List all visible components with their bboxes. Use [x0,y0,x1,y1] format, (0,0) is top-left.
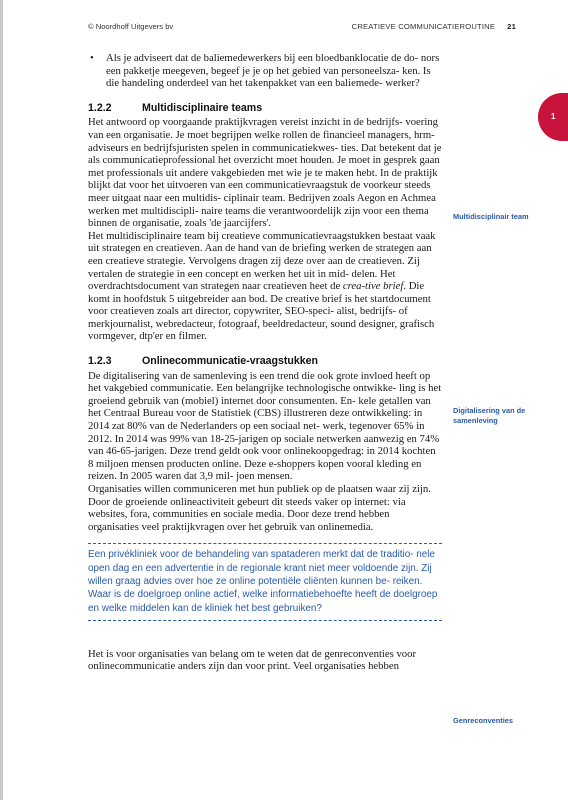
closing-text [88,648,442,673]
text-line: met wie je te maken hebt. In de praktijk blijkt dat voor het uitvoeren van een [88,166,438,192]
text-line: onlinekoopgedrag: in 2014 kochten 8 miljoen mensen producten online. [88,445,436,470]
running-header [88,22,516,36]
text-line: Als je adviseert dat de baliemedewerkers bij een bloedbanklocatie de do- [106,52,419,64]
publisher-credit: © Noordhoff Uitgevers bv [88,22,174,31]
text-line: delen. Het overdrachtsdocument van strategen naar creatieven heet de [88,267,396,293]
bullet-paragraph [88,52,442,90]
page-edge [0,0,3,800]
text-line: De digitalisering van de samenleving is een trend die ook grote invloed heeft [88,369,417,382]
text-line: organisaties veel praktijkvragen over het gebruik van onlinemedia. [88,520,374,533]
section-heading-1-2-2 [88,102,442,115]
text-line: alist, bedrijfs- of merkjournalist, webredacteur, fotograaf, beeldredacteur, [88,305,408,330]
text-line: Deze e-shoppers kopen vooral kleding en reizen. In 2005 waren dat 3,9 mil- [88,457,422,483]
text-line: Organisaties willen communiceren met hun publiek op de plaatsen waar zij [88,483,410,495]
text-line: managers, hrm-adviseurs en bedrijfsjuristen spelen in communicatiekwes- [88,128,435,154]
text-line: zoals 'de jaarcijfers'. [184,217,272,230]
text-line: Het is voor organisaties van belang om te weten dat de genreconventies voor [88,647,417,660]
chapter-tab [538,93,568,141]
text-line: ties. Dat betekent dat je als communicatieprofessional het overzicht moet [88,141,442,167]
text-line: Het antwoord op voorgaande praktijkvragen vereist inzicht in de bedrijfs- [88,116,403,129]
case-line: zijn. Zij willen graag advies over hoe ze online potentiële cliënten kunnen be- [88,562,432,587]
text-line: zijn. Door de groeiende onlineactiviteit gebeurt dit steeds vaker op internet: [88,483,431,508]
running-title [352,22,516,31]
case-line: reiken. Waar is de doelgroep online actief, welke informatiebehoefte heeft [88,575,423,601]
text-line: het startdocument voor creatieven zoals art director, copywriter, SEO-speci- [88,292,431,318]
section-title: Onlinecommunicatie-vraagstukken [142,355,319,368]
section-1-text [88,116,442,343]
section-2-text [88,370,442,534]
italic-term: tive brief [365,280,404,293]
text-line: vaak uit strategen en creatieven. Aan de hand van de briefing werken de [88,229,436,255]
main-text [88,52,442,673]
section-title: Multidisciplinaire teams [142,101,263,114]
text-line: onlinecommunicatie anders zijn dan voor print. Veel organisaties hebben [88,660,399,673]
text-line: op het vakgebied communicatie. Een belangrijke technologische ontwikke- [88,369,431,395]
text-line: via websites, fora, communities en sociale media. Door deze trend hebben [88,495,406,521]
text-line: sound designer, grafisch vormgever, dtp'er en filmer. [88,317,435,343]
section-number: 1.2.2 [88,101,112,114]
text-line: ken. Is die handeling onderdeel van het takenpakket van een baliemede- [106,64,431,90]
margin-note-multidisciplinair: Multidisciplinair team [453,212,529,221]
running-title-text: CREATIEVE COMMUNICATIEROUTINE [351,22,496,31]
text-line: netwerken aanwezig en 74% van 46-65-jarigen. Deze trend geldt ook voor [88,432,440,458]
text-line: nors een pakketje meegeven, begeef je je op het gebied van personeelsza- [106,52,440,77]
text-line: naire teams die verantwoordelijk zijn voor een thema binnen de organisatie, [88,204,429,230]
text-line: joen mensen. [236,470,293,483]
text-line: werk, tegenover 65% in 2012. In 2014 was 99% van 18-25-jarigen op sociale [88,420,425,445]
case-line: nele open dag en een advertentie in de regionale krant niet meer voldoende [88,549,435,574]
section-heading-1-2-3 [88,355,442,368]
case-line: de doelgroep en welke middelen kan de kliniek het best gebruiken? [88,589,438,614]
margin-note-genreconventies: Genreconventies [453,716,513,725]
chapter-tab-number: 1 [551,112,556,121]
text-line: communicatievraagstuk de voorkeur steeds meer uitgaat naar een multidis- [88,179,431,204]
case-box [88,543,442,620]
text-line: creatieven. Zij vertalen de strategie in een concept en werken het uit in mid- [88,254,420,280]
text-line: houden. Je moet in gesprek gaan met professionals uit andere vakgebieden [88,154,440,179]
text-line: werker? [385,77,420,90]
section-number: 1.2.3 [88,355,112,368]
text-line: deze ontwikkeling: in 2014 zat 80% van de Nederlanders op een sociaal net- [88,407,423,433]
italic-term: crea- [342,280,366,293]
text-line: . Die komt in hoofdstuk 5 uitgebreider aan bod. De creative brief is [88,280,425,305]
text-line: voering van een organisatie. Je moet begrijpen welke rollen de financieel [88,116,439,141]
case-line: Een privékliniek voor de behandeling van spataderen merkt dat de traditio- [88,549,414,561]
text-line: ling is het groeiend gebruik van (mobiel) internet door consumenten. En- [88,382,442,407]
page-number: 21 [507,22,516,31]
text-line: strategen aan een creatieve strategie. Vervolgens dragen zij deze over aan de [88,242,432,267]
text-line: kele getallen van het Centraal Bureau voor de Statistiek (CBS) illustreren [88,394,431,420]
margin-note-digitalisering: Digitalisering van de samenleving [453,406,526,425]
text-line: ciplinair team. Bedrijven zoals Aegon en Achmea werken met multidiscipli- [88,191,436,217]
text-line: Het multidisciplinaire team bij creatieve communicatievraagstukken bestaat [88,229,413,242]
